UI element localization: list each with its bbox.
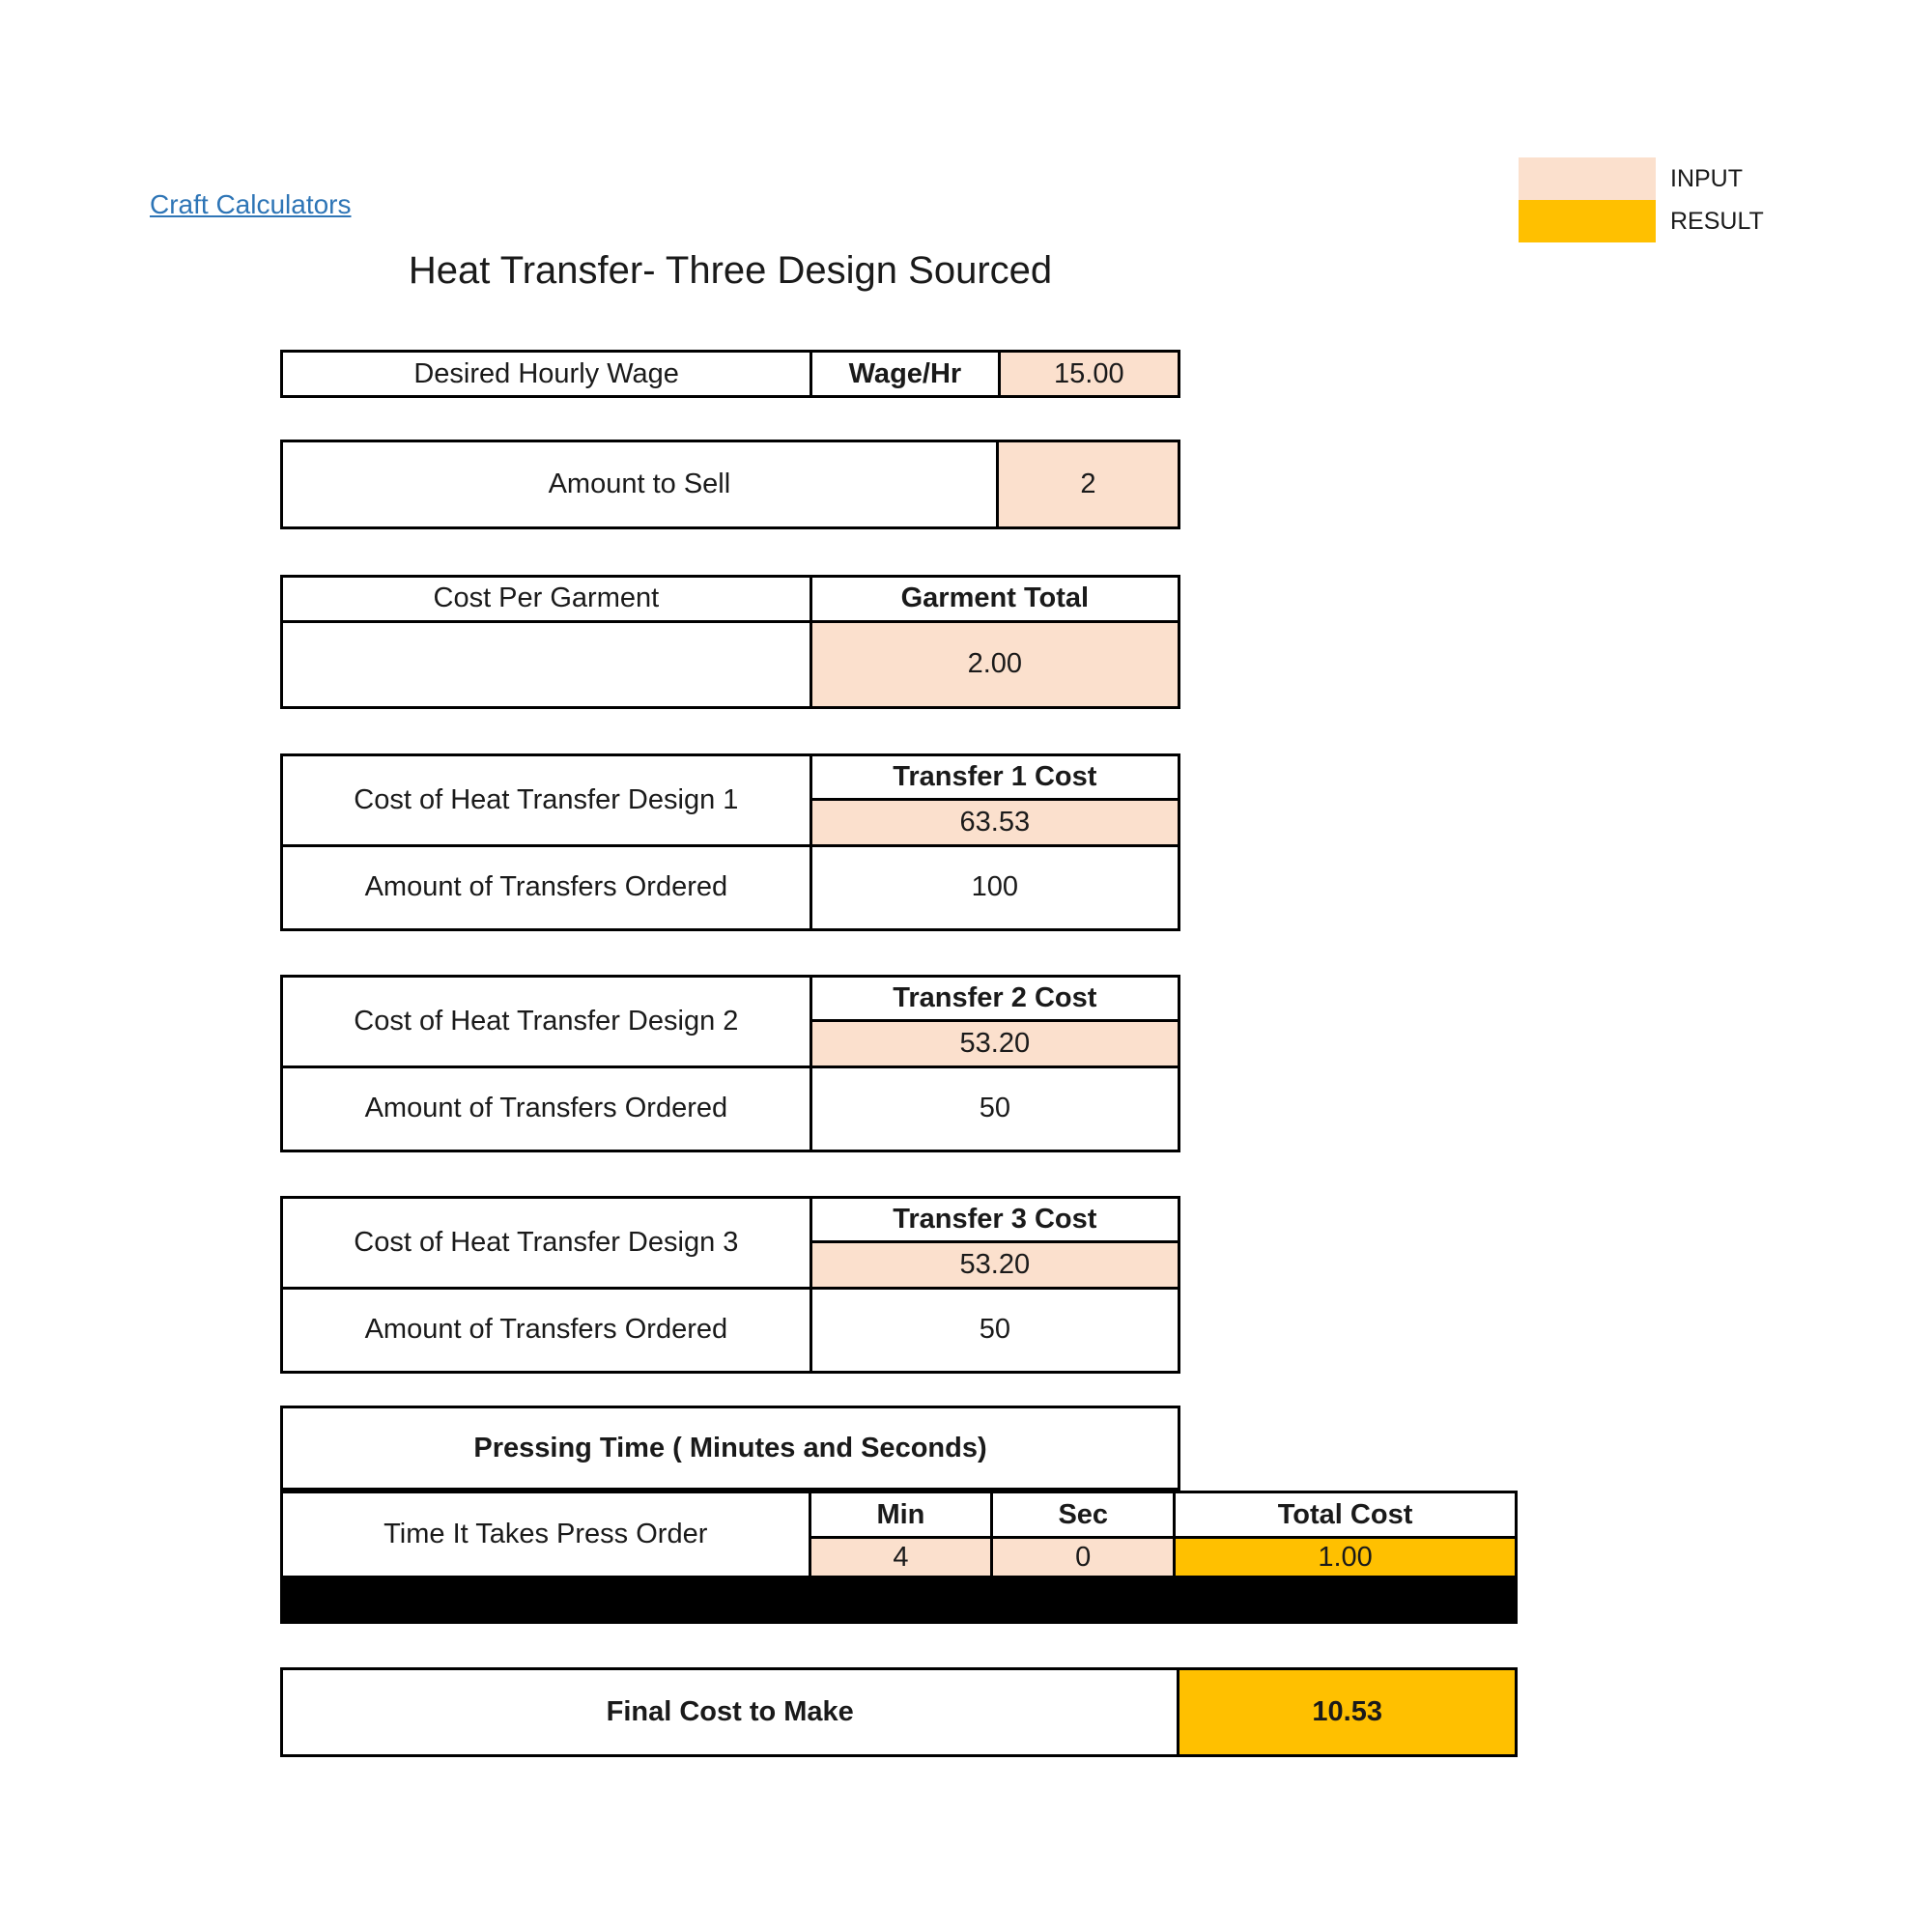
transfer-3-amount-label-cell: Amount of Transfers Ordered [283,1290,810,1371]
legend-input-row [1519,157,1764,200]
min-header-cell: Min [811,1493,991,1536]
pressing-time-title-cell: Pressing Time ( Minutes and Seconds) [283,1408,1178,1488]
garment-total-value-cell[interactable]: 2.00 [812,623,1178,706]
garment-label-cell: Cost Per Garment [283,578,810,620]
transfer-2-label-cell: Cost of Heat Transfer Design 2 [283,978,810,1065]
garment-table [280,575,1180,709]
transfer-1-cost-header-cell: Transfer 1 Cost [812,756,1178,798]
transfer-3-label-cell: Cost of Heat Transfer Design 3 [283,1199,810,1287]
wage-value-cell[interactable]: 15.00 [1001,353,1178,395]
page-title: Heat Transfer- Three Design Sourced [408,249,1053,292]
legend [1519,157,1764,242]
transfer-1-table [280,753,1180,931]
sec-value-cell[interactable]: 0 [993,1539,1173,1576]
transfer-3-amount-value-cell[interactable]: 50 [812,1290,1178,1371]
sec-header-cell: Sec [993,1493,1173,1536]
transfer-2-amount-value-cell[interactable]: 50 [812,1068,1178,1150]
amount-to-sell-value-cell[interactable]: 2 [999,442,1178,526]
total-cost-header-cell: Total Cost [1176,1493,1515,1536]
pressing-time-table [280,1491,1518,1578]
amount-to-sell-label-cell: Amount to Sell [283,442,996,526]
transfer-1-label-cell: Cost of Heat Transfer Design 1 [283,756,810,844]
transfer-2-amount-label-cell: Amount of Transfers Ordered [283,1068,810,1150]
transfer-2-table [280,975,1180,1152]
input-color-swatch [1519,157,1656,200]
transfer-1-cost-value-cell[interactable]: 63.53 [812,801,1178,844]
divider-bar [280,1578,1518,1624]
input-legend-label: INPUT [1670,164,1743,192]
final-cost-label-cell: Final Cost to Make [283,1670,1177,1754]
result-color-swatch [1519,200,1656,242]
pressing-time-header-table [280,1406,1180,1491]
craft-calculators-link[interactable]: Craft Calculators [150,189,352,219]
transfer-1-amount-value-cell[interactable]: 100 [812,847,1178,928]
total-cost-value-cell: 1.00 [1176,1539,1515,1576]
transfer-3-table [280,1196,1180,1374]
garment-empty-cell [283,623,810,706]
transfer-3-cost-header-cell: Transfer 3 Cost [812,1199,1178,1240]
wage-label-cell: Desired Hourly Wage [283,353,810,395]
transfer-3-cost-value-cell[interactable]: 53.20 [812,1243,1178,1287]
amount-to-sell-table [280,440,1180,529]
transfer-2-cost-value-cell[interactable]: 53.20 [812,1022,1178,1065]
final-cost-table [280,1667,1518,1757]
wage-unit-cell: Wage/Hr [812,353,997,395]
legend-result-row [1519,200,1764,242]
wage-table [280,350,1180,398]
min-value-cell[interactable]: 4 [811,1539,991,1576]
result-legend-label: RESULT [1670,207,1764,235]
transfer-2-cost-header-cell: Transfer 2 Cost [812,978,1178,1019]
transfer-1-amount-label-cell: Amount of Transfers Ordered [283,847,810,928]
final-cost-value-cell: 10.53 [1179,1670,1515,1754]
press-order-label-cell: Time It Takes Press Order [283,1493,809,1576]
garment-total-header-cell: Garment Total [812,578,1178,620]
